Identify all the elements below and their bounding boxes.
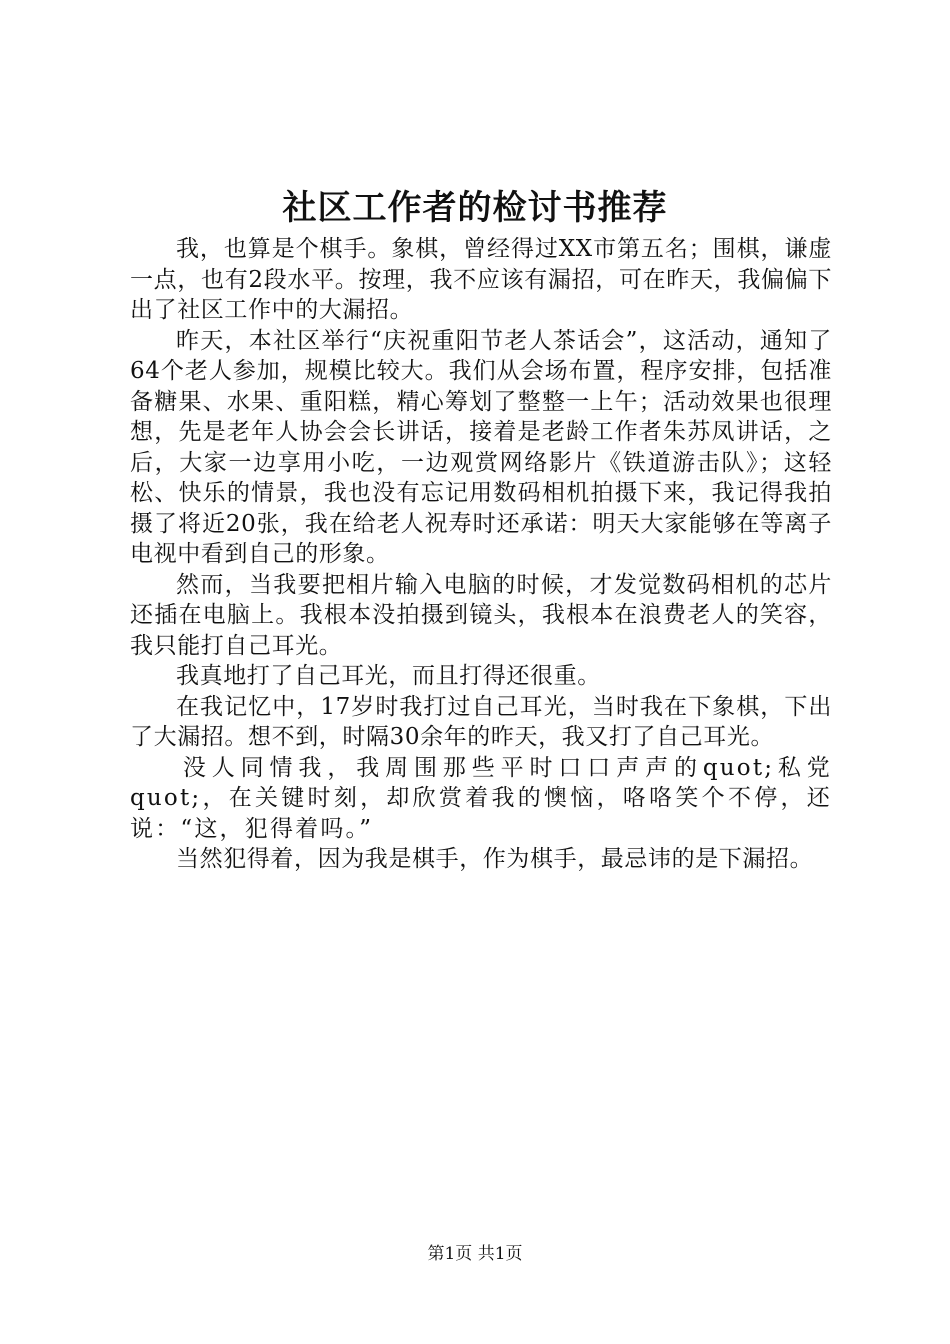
paragraph-4: 我真地打了自己耳光，而且打得还很重。 xyxy=(176,663,601,689)
document-body xyxy=(130,234,832,875)
paragraph-2: 昨天，本社区举行“庆祝重阳节老人茶话会”，这活动，通知了64个老人参加，规模比较大。我们从会场布置，程序安排，包括准备糖果、水果、重阳糕，精心筹划了整整一上午；活动效果也很理想，先是老年人协会会长讲话，接着是老龄工作者朱苏凤讲话，之后，大家一边享用小吃，一边观赏网络影片《铁道游击队》；这轻松、快乐的情景，我也没有忘记用数码相机拍摄下来，我记得我拍摄了将近20张，我在给老人祝寿时还承诺：明天大家能够在等离子电视中看到自己的形象。 xyxy=(130,327,832,567)
page-title: 社区工作者的检讨书推荐 xyxy=(282,188,668,228)
paragraph-6: 没人同情我，我周围那些平时口口声声的quot;私党quot;，在关键时刻，却欣赏着我的懊恼，咯咯笑个不停，还说：“这，犯得着吗。” xyxy=(130,754,832,842)
paragraph-7: 当然犯得着，因为我是棋手，作为棋手，最忌讳的是下漏招。 xyxy=(176,846,814,872)
paragraph-5: 在我记忆中，17岁时我打过自己耳光，当时我在下象棋，下出了大漏招。想不到，时隔30余年的昨天，我又打了自己耳光。 xyxy=(130,693,832,750)
paragraph-1: 我，也算是个棋手。象棋，曾经得过XX市第五名；围棋，谦虚一点，也有2段水平。按理，我不应该有漏招，可在昨天，我偏偏下出了社区工作中的大漏招。 xyxy=(130,236,832,323)
paragraph-3: 然而，当我要把相片输入电脑的时候，才发觉数码相机的芯片还插在电脑上。我根本没拍摄到镜头，我根本在浪费老人的笑容，我只能打自己耳光。 xyxy=(130,571,832,659)
page-footer: 第1页 共1页 xyxy=(427,1244,523,1264)
